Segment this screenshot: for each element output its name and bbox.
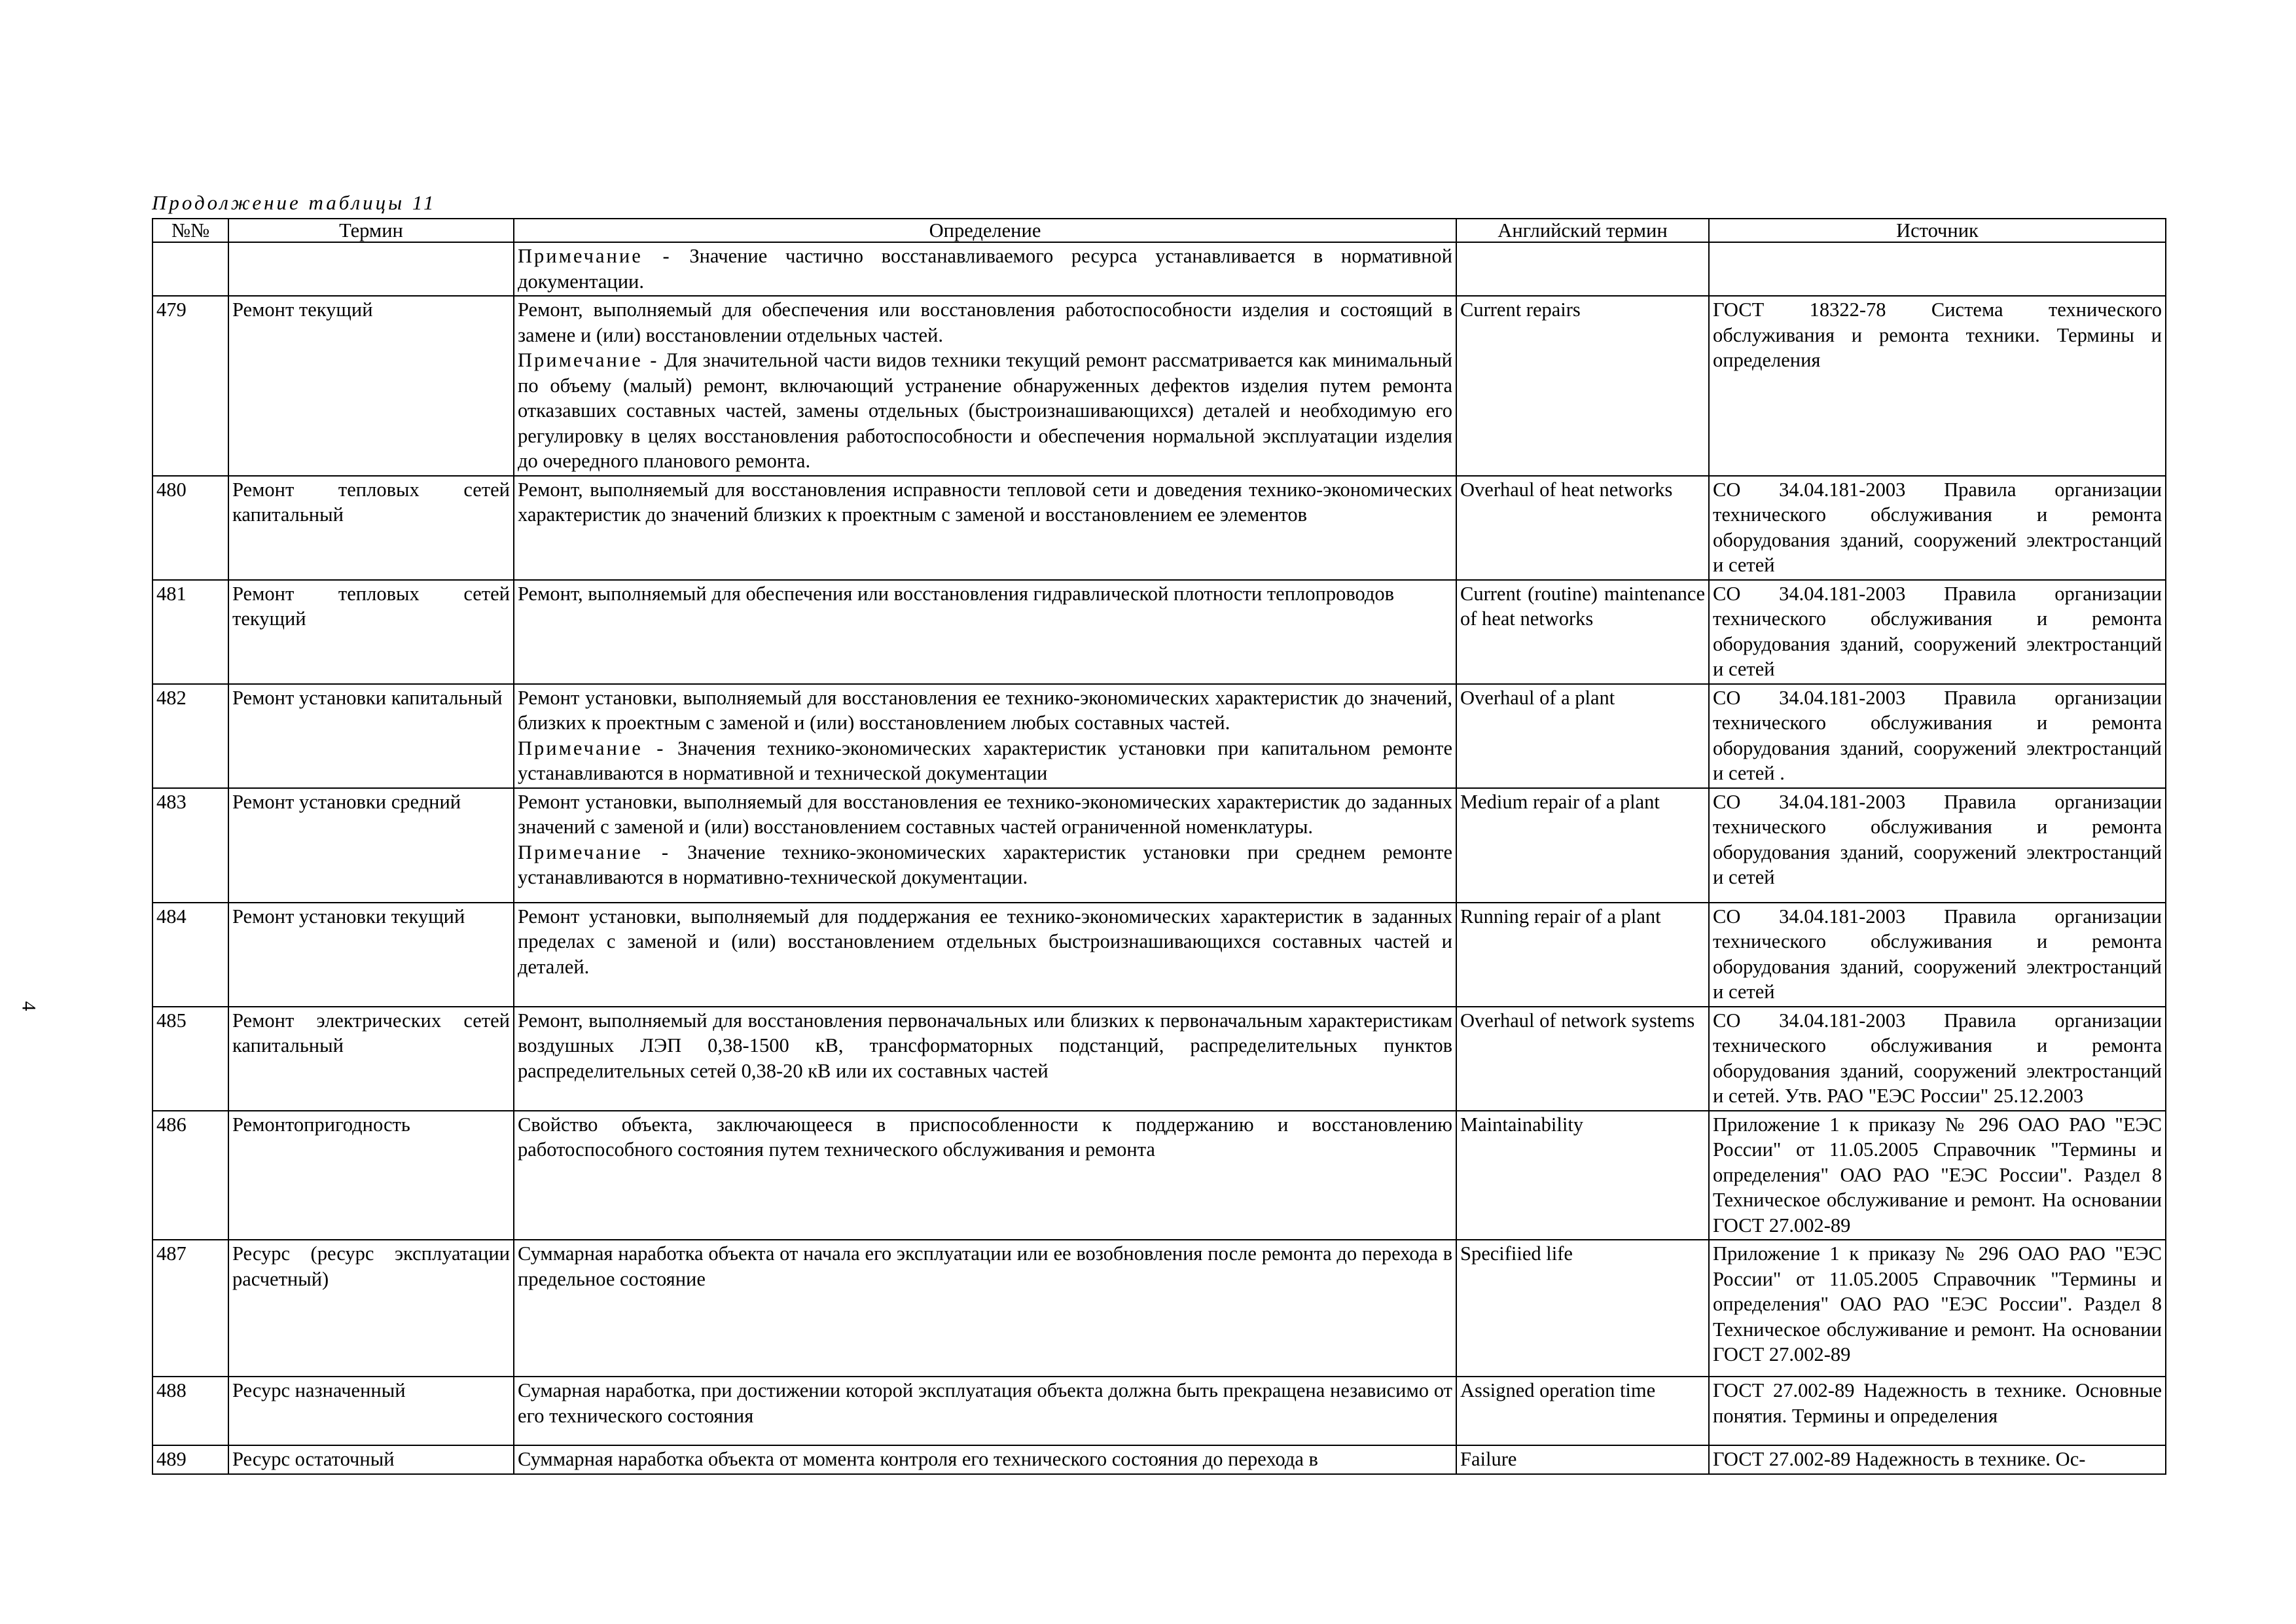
definition-paragraph [518, 297, 1452, 348]
definition-cell [514, 1007, 1456, 1111]
terms-table [152, 218, 2166, 1475]
english-term-cell [1456, 242, 1709, 296]
note-label: Примечание - [518, 840, 671, 863]
definition-text: Сумарная наработка, при достижении которой эксплуатация объекта должна быть прекращена независимо от его технического состояния [518, 1379, 1452, 1427]
definition-text: Ремонт установки, выполняемый для поддержания ее технико-экономических характеристик в заданных пределах с заменой и (или) восстановлением отдельных быстроизнашивающихся составных частей и деталей. [518, 905, 1452, 978]
term-cell [228, 242, 514, 296]
source-cell [1709, 242, 2166, 296]
definition-cell [514, 476, 1456, 580]
header-definition: Определение [514, 219, 1456, 242]
term-cell: Ресурс (ресурс эксплуатации расчетный) [228, 1240, 514, 1377]
term-cell: Ремонт установки капитальный [228, 684, 514, 788]
definition-paragraph [518, 736, 1452, 786]
row-number: 481 [152, 580, 228, 684]
term-cell: Ремонт установки средний [228, 788, 514, 903]
term-cell: Ремонт электрических сетей капитальный [228, 1007, 514, 1111]
row-number: 485 [152, 1007, 228, 1111]
table-row [152, 903, 2166, 1007]
definition-paragraph [518, 685, 1452, 736]
definition-cell [514, 1240, 1456, 1377]
term-cell: Ресурс остаточный [228, 1445, 514, 1474]
header-english-term: Английский термин [1456, 219, 1709, 242]
definition-paragraph [518, 1008, 1452, 1084]
definition-paragraph [518, 1378, 1452, 1428]
english-term-cell: Overhaul of heat networks [1456, 476, 1709, 580]
definition-paragraph [518, 581, 1452, 607]
english-term-cell: Current repairs [1456, 296, 1709, 476]
source-cell: СО 34.04.181-2003 Правила организации технического обслуживания и ремонта оборудования зданий, сооружений электростанций и сетей [1709, 788, 2166, 903]
term-cell: Ремонтопригодность [228, 1111, 514, 1240]
source-cell: СО 34.04.181-2003 Правила организации технического обслуживания и ремонта оборудования зданий, сооружений электростанций и сетей [1709, 476, 2166, 580]
definition-paragraph [518, 1241, 1452, 1291]
english-term-cell: Specifiied life [1456, 1240, 1709, 1377]
definition-text: Ремонт установки, выполняемый для восстановления ее технико-экономических характеристик до значений, близких к проектным с заменой и (или) восстановлением любых составных частей. [518, 686, 1452, 734]
english-term-cell: Running repair of a plant [1456, 903, 1709, 1007]
source-cell: ГОСТ 27.002-89 Надежность в технике. Основные понятия. Термины и определения [1709, 1377, 2166, 1445]
english-term-cell: Overhaul of network systems [1456, 1007, 1709, 1111]
table-row [152, 1377, 2166, 1445]
english-term-cell: Overhaul of a plant [1456, 684, 1709, 788]
term-cell: Ремонт тепловых сетей капитальный [228, 476, 514, 580]
row-number: 486 [152, 1111, 228, 1240]
english-term-cell: Current (routine) maintenance of heat networks [1456, 580, 1709, 684]
definition-text: Значение частично восстанавливаемого ресурса устанавливается в нормативной документации. [518, 245, 1452, 293]
definition-paragraph [518, 477, 1452, 528]
definition-paragraph [518, 1112, 1452, 1163]
definition-text: Значения технико-экономических характеристик установки при капитальном ремонте устанавливаются в нормативной и технической документации [518, 736, 1452, 784]
table-row [152, 242, 2166, 296]
source-cell: СО 34.04.181-2003 Правила организации технического обслуживания и ремонта оборудования зданий, сооружений электростанций и сетей. Утв. РАО "ЕЭС России" 25.12.2003 [1709, 1007, 2166, 1111]
table-row [152, 1445, 2166, 1474]
english-term-cell: Medium repair of a plant [1456, 788, 1709, 903]
row-number: 487 [152, 1240, 228, 1377]
term-cell: Ресурс назначенный [228, 1377, 514, 1445]
table-row [152, 1240, 2166, 1377]
source-cell: ГОСТ 27.002-89 Надежность в технике. Ос- [1709, 1445, 2166, 1474]
row-number: 480 [152, 476, 228, 580]
table-row [152, 1007, 2166, 1111]
definition-text: Для значительной части видов техники текущий ремонт рассматривается как минимальный по объему (малый) ремонт, включающий устранение обнаруженных дефектов изделия путем ремонта отказавших составных частей, замены отдельных (быстроизнашивающихся) деталей и необходимую его регулировку в целях восстановления работоспособности и обеспечения нормальной эксплуатации изделия до очередного планового ремонта. [518, 349, 1452, 472]
definition-cell [514, 1445, 1456, 1474]
definition-paragraph [518, 244, 1452, 294]
row-number: 483 [152, 788, 228, 903]
table-header-row [152, 219, 2166, 242]
table-caption: Продолжение таблицы 11 [152, 191, 437, 214]
note-label: Примечание - [518, 736, 666, 759]
definition-text: Ремонт, выполняемый для обеспечения или восстановления работоспособности изделия и состоящий в замене и (или) восстановлении отдельных частей. [518, 298, 1452, 346]
table-row [152, 788, 2166, 903]
row-number: 479 [152, 296, 228, 476]
row-number: 488 [152, 1377, 228, 1445]
table-row [152, 684, 2166, 788]
source-cell: Приложение 1 к приказу № 296 ОАО РАО "ЕЭС России" от 11.05.2005 Справочник "Термины и определения" ОАО РАО "ЕЭС России". Раздел 8 Техническое обслуживание и ремонт. На основании ГОСТ 27.002-89 [1709, 1240, 2166, 1377]
table-row [152, 476, 2166, 580]
row-number: 482 [152, 684, 228, 788]
english-term-cell: Failure [1456, 1445, 1709, 1474]
note-label: Примечание - [518, 349, 659, 371]
page-number: 4 [18, 1001, 40, 1011]
definition-text: Ремонт, выполняемый для обеспечения или восстановления гидравлической плотности теплопроводов [518, 582, 1395, 605]
definition-paragraph [518, 904, 1452, 980]
definition-text: Ремонт, выполняемый для восстановления первоначальных или близких к первоначальным характеристикам воздушных ЛЭП 0,38-1500 кВ, трансформаторных подстанций, распределительных пунктов распределительных сетей 0,38-20 кВ или их составных частей [518, 1009, 1452, 1082]
definition-paragraph [518, 789, 1452, 840]
english-term-cell: Assigned operation time [1456, 1377, 1709, 1445]
definition-cell [514, 903, 1456, 1007]
definition-cell [514, 580, 1456, 684]
definition-text: Суммарная наработка объекта от начала его эксплуатации или ее возобновления после ремонта до перехода в предельное состояние [518, 1242, 1452, 1290]
definition-cell [514, 1111, 1456, 1240]
definition-text: Значение технико-экономических характеристик установки при среднем ремонте устанавливаются в нормативно-технической документации. [518, 840, 1452, 888]
header-number: №№ [152, 219, 228, 242]
row-number [152, 242, 228, 296]
definition-paragraph [518, 348, 1452, 474]
term-cell: Ремонт тепловых сетей текущий [228, 580, 514, 684]
definition-text: Свойство объекта, заключающееся в приспособленности к поддержанию и восстановлению работоспособного состояния путем технического обслуживания и ремонта [518, 1113, 1452, 1161]
definition-paragraph [518, 1447, 1452, 1472]
source-cell: ГОСТ 18322-78 Система технического обслуживания и ремонта техники. Термины и определения [1709, 296, 2166, 476]
row-number: 484 [152, 903, 228, 1007]
source-cell: СО 34.04.181-2003 Правила организации технического обслуживания и ремонта оборудования зданий, сооружений электростанций и сетей . [1709, 684, 2166, 788]
source-cell: СО 34.04.181-2003 Правила организации технического обслуживания и ремонта оборудования зданий, сооружений электростанций и сетей [1709, 580, 2166, 684]
definition-cell [514, 242, 1456, 296]
definition-paragraph [518, 840, 1452, 890]
row-number: 489 [152, 1445, 228, 1474]
english-term-cell: Maintainability [1456, 1111, 1709, 1240]
table-row [152, 580, 2166, 684]
definition-text: Ремонт установки, выполняемый для восстановления ее технико-экономических характеристик до заданных значений с заменой и (или) восстановлением составных частей ограниченной номенклатуры. [518, 790, 1452, 838]
header-term: Термин [228, 219, 514, 242]
source-cell: Приложение 1 к приказу № 296 ОАО РАО "ЕЭС России" от 11.05.2005 Справочник "Термины и определения" ОАО РАО "ЕЭС России". Раздел 8 Техническое обслуживание и ремонт. На основании ГОСТ 27.002-89 [1709, 1111, 2166, 1240]
header-source: Источник [1709, 219, 2166, 242]
note-label: Примечание - [518, 245, 672, 267]
term-cell: Ремонт установки текущий [228, 903, 514, 1007]
definition-cell [514, 296, 1456, 476]
definition-text: Суммарная наработка объекта от момента контроля его технического состояния до перехода в [518, 1448, 1318, 1470]
definition-cell [514, 684, 1456, 788]
definition-text: Ремонт, выполняемый для восстановления исправности тепловой сети и доведения технико-экономических характеристик до значений близких к проектным с заменой и восстановлением ее элементов [518, 478, 1452, 526]
table-row [152, 1111, 2166, 1240]
definition-cell [514, 1377, 1456, 1445]
table-row [152, 296, 2166, 476]
source-cell: СО 34.04.181-2003 Правила организации технического обслуживания и ремонта оборудования зданий, сооружений электростанций и сетей [1709, 903, 2166, 1007]
definition-cell [514, 788, 1456, 903]
term-cell: Ремонт текущий [228, 296, 514, 476]
